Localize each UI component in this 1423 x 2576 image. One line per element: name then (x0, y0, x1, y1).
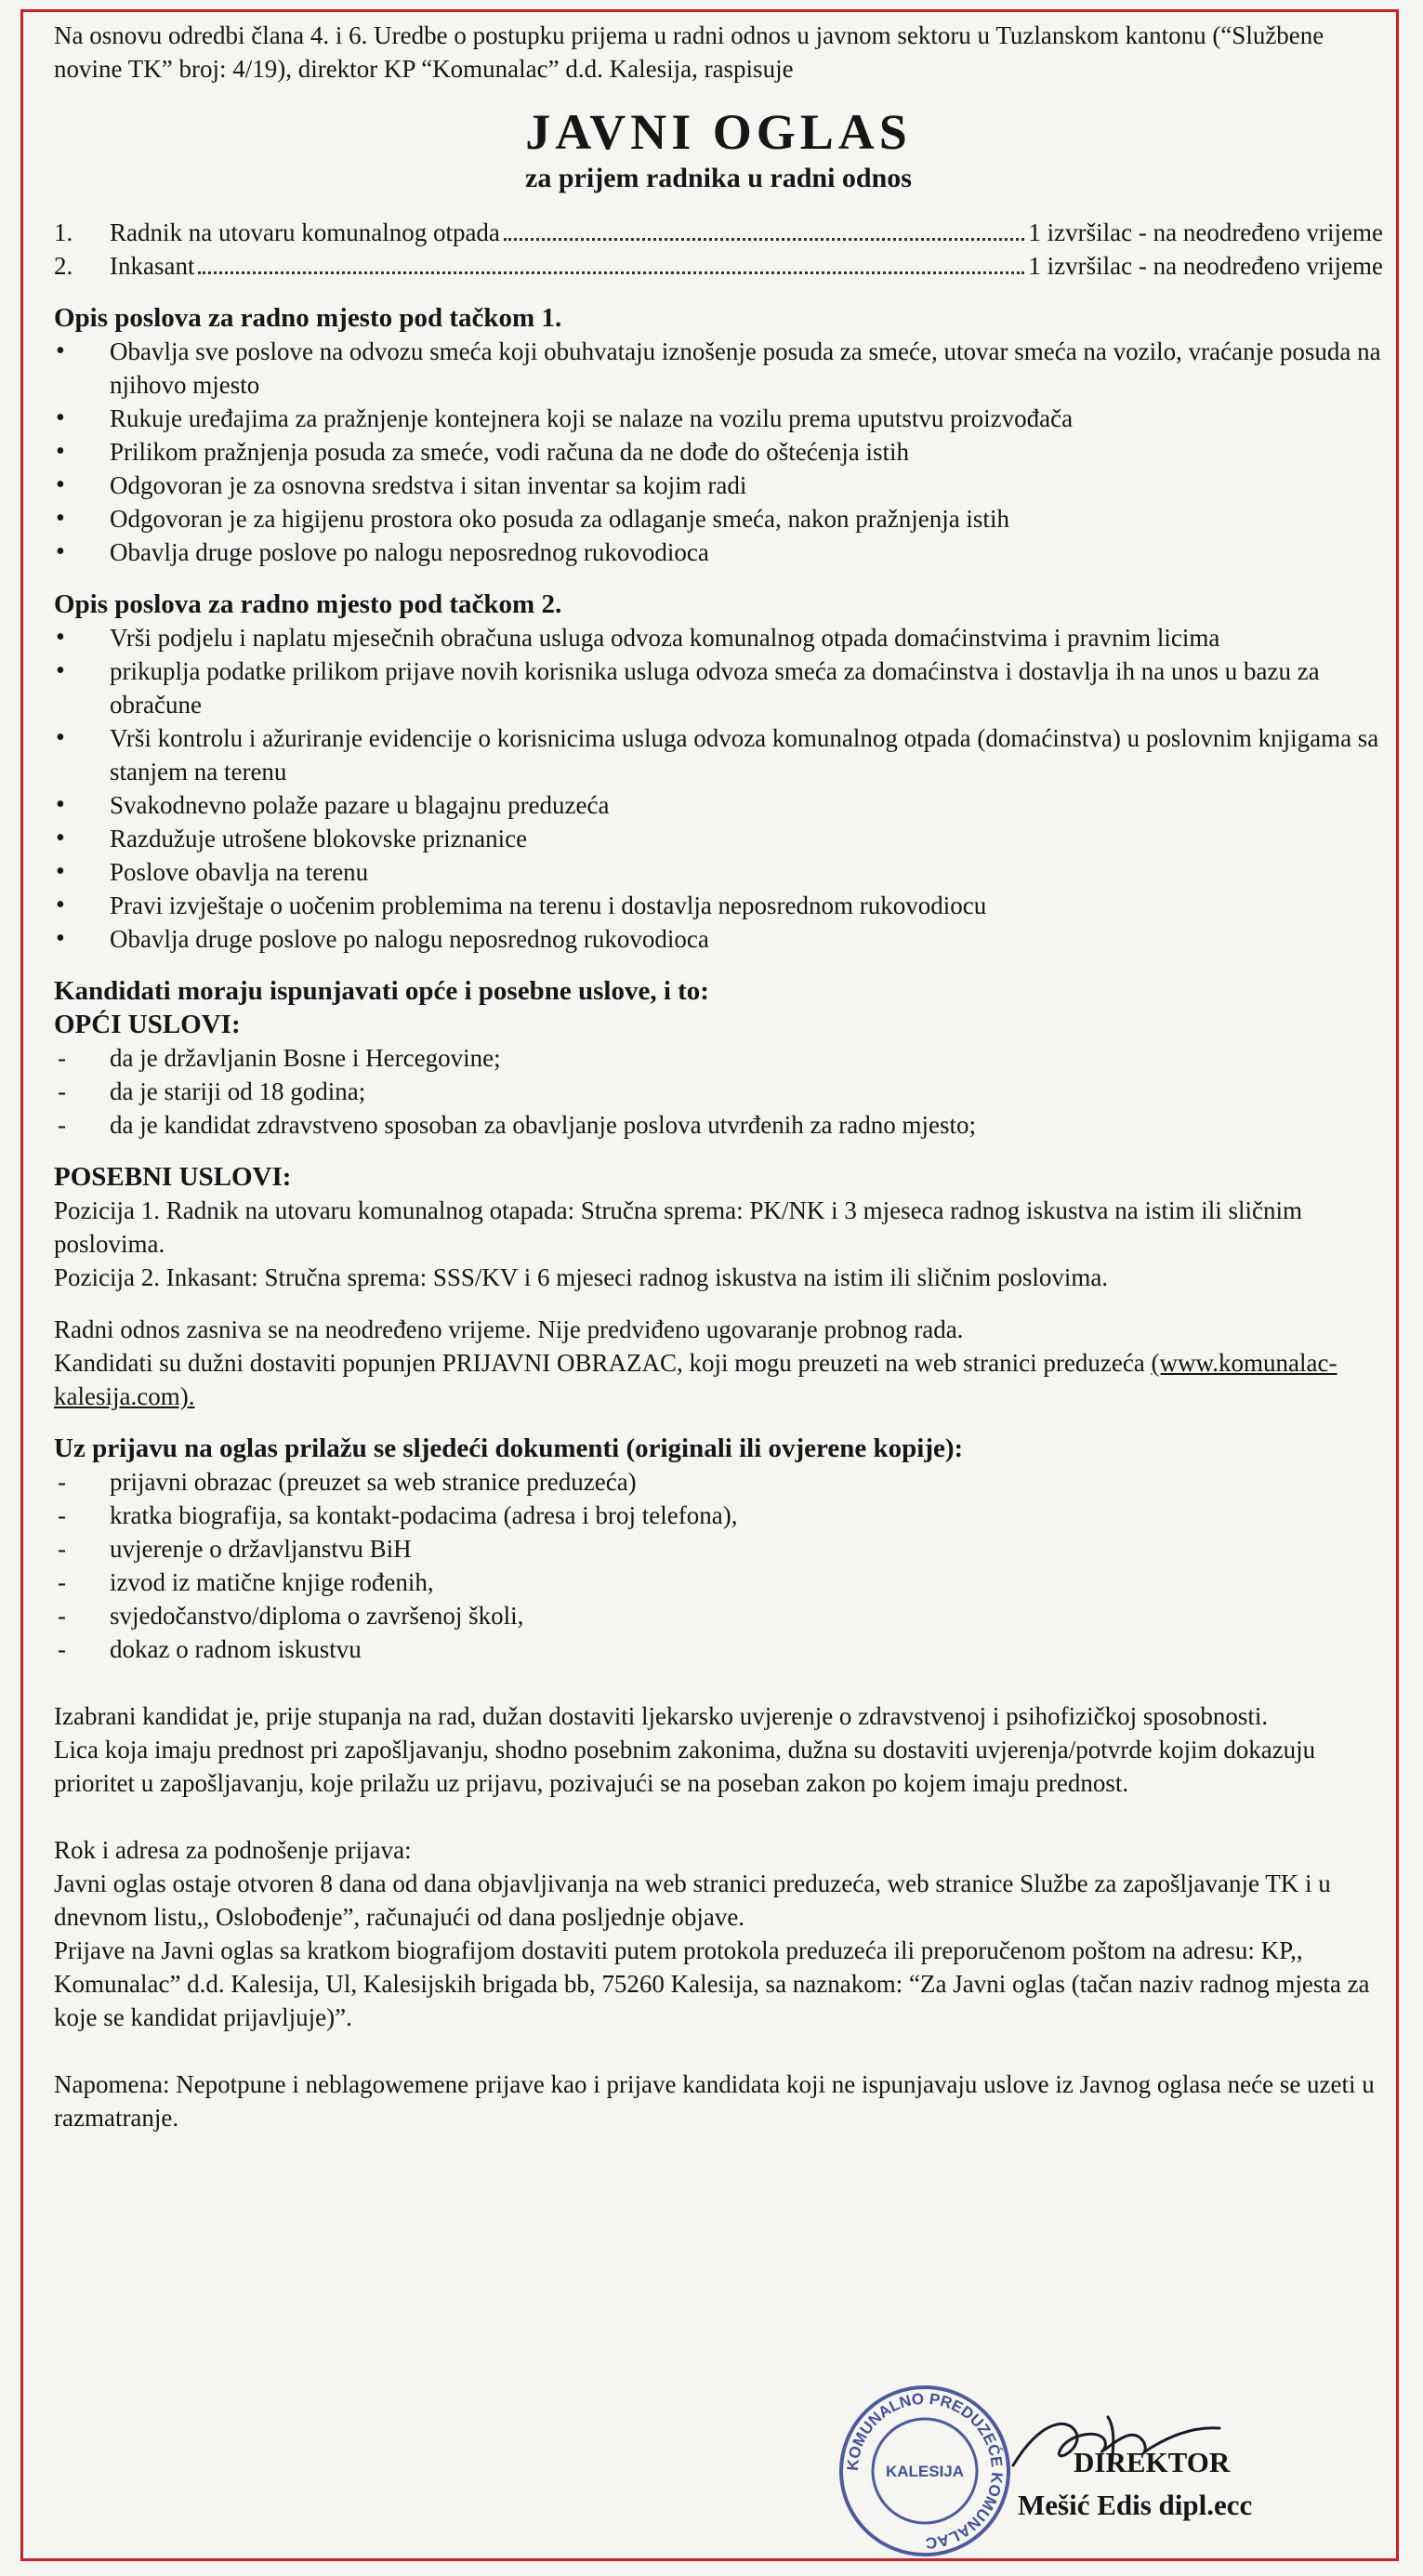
position-number: 2. (54, 252, 73, 280)
special-conditions-heading: POSEBNI USLOVI: (54, 1162, 292, 1192)
intro-paragraph: Na osnovu odredbi člana 4. i 6. Uredbe o postupku prijema u radni odnos u javnom sektoru u Tuzlanskom kantonu (“Službene novine TK” broj: 4/19), direktor KP “Komunalac” d.d. Kalesija, raspisuje (54, 21, 1324, 83)
dotted-leader (198, 271, 1024, 274)
special-condition: Pozicija 1. Radnik na utovaru komunalnog otapada: Stručna sprema: PK/NK i 3 mjeseca radnog iskustva na istim ili sličnim poslovima. (54, 1196, 1302, 1258)
position-name: Inkasant (110, 252, 195, 280)
deadline-paragraph: Javni oglas ostaje otvoren 8 dana od dana objavljivanja na web stranici preduzeća, web stranice Službe za zapošljavanje TK i u dnevnom listu,, Oslobođenje”, računajući od dana posljednje objave. (54, 1869, 1331, 1931)
note-paragraph: Napomena: Nepotpune i neblagowemene prijave kao i prijave kandidata koji ne ispunjavaju uslove iz Javnog oglasa neće se uzeti u razmatranje. (54, 2070, 1375, 2132)
general-conditions-list (54, 1041, 1383, 1142)
dotted-leader (504, 238, 1024, 241)
conditions-heading: Kandidati moraju ispunjavati opće i posebne uslove, i to: (54, 976, 709, 1006)
documents-list (54, 1465, 1383, 1666)
duty-item: • prikuplja podatke prilikom prijave novih korisnika usluga odvoza smeća za domaćinstva i dostavlja ih na unos u bazu za obračune (54, 654, 1383, 721)
duties-1-heading: Opis poslova za radno mjesto pod tačkom 1. (54, 303, 562, 333)
document-item: - izvod iz matične knjige rođenih, (54, 1565, 1383, 1599)
general-conditions-heading: OPĆI USLOVI: (54, 1010, 241, 1039)
position-number: 1. (54, 218, 73, 246)
condition-item: - da je kandidat zdravstveno sposoban za obavljanje poslova utvrđenih za radno mjesto; (54, 1108, 1383, 1142)
announcement-title: JAVNI OGLAS (525, 104, 912, 160)
duty-item: • Obavlja druge poslove po nalogu neposrednog rukovodioca (54, 535, 1383, 569)
duty-item: • Odgovoran je za higijenu prostora oko posuda za odlaganje smeća, nakon pražnjenja istih (54, 502, 1383, 535)
announcement-subtitle: za prijem radnika u radni odnos (525, 163, 912, 193)
duties-1-list (54, 335, 1383, 569)
condition-item: - da je stariji od 18 godina; (54, 1075, 1383, 1108)
company-stamp (837, 2383, 1013, 2559)
documents-heading: Uz prijavu na oglas prilažu se sljedeći dokumenti (originali ili ovjerene kopije): (54, 1433, 964, 1463)
position-row (54, 216, 1383, 249)
duty-item: • Obavlja sve poslove na odvozu smeća koji obuhvataju iznošenje posuda za smeće, utovar smeća na vozilo, vraćanje posuda na njihovo mjesto (54, 335, 1383, 402)
duty-item: • Obavlja druge poslove po nalogu neposrednog rukovodioca (54, 922, 1383, 956)
document-item: - svjedočanstvo/diploma o završenoj školi, (54, 1599, 1383, 1632)
duty-item: • Prilikom pražnjenja posuda za smeće, vodi računa da ne dođe do oštećenja istih (54, 435, 1383, 469)
duties-2-list (54, 621, 1383, 956)
position-row (54, 249, 1383, 283)
director-name: Mešić Edis dipl.ecc (1018, 2489, 1253, 2521)
duty-item: • Vrši podjelu i naplatu mjesečnih obračuna usluga odvoza komunalnog otpada domaćinstvima i pravnim licima (54, 621, 1383, 654)
position-detail: 1 izvršilac - na neodređeno vrijeme (1028, 252, 1383, 280)
announcement-body (54, 19, 1383, 2134)
position-name: Radnik na utovaru komunalnog otpada (110, 218, 500, 246)
svg-text:KALESIJA: KALESIJA (885, 2463, 965, 2480)
document-item: - kratka biografija, sa kontakt-podacima (adresa i broj telefona), (54, 1499, 1383, 1532)
document-item: - uvjerenje o državljanstvu BiH (54, 1532, 1383, 1565)
position-detail: 1 izvršilac - na neodređeno vrijeme (1028, 218, 1383, 246)
document-item: - dokaz o radnom iskustvu (54, 1632, 1383, 1666)
duty-item: • Rukuje uređajima za pražnjenje kontejnera koji se nalaze na vozilu prema uputstvu proizvođača (54, 402, 1383, 435)
document-item: - prijavni obrazac (preuzet sa web stranice preduzeća) (54, 1465, 1383, 1499)
duty-item: • Poslove obavlja na terenu (54, 855, 1383, 889)
duty-item: • Pravi izvještaje o uočenim problemima na terenu i dostavlja neposrednom rukovodiocu (54, 889, 1383, 922)
duties-2-heading: Opis poslova za radno mjesto pod tačkom 2. (54, 589, 562, 619)
condition-item: - da je državljanin Bosne i Hercegovine; (54, 1041, 1383, 1075)
special-condition: Pozicija 2. Inkasant: Stručna sprema: SSS/KV i 6 mjeseci radnog iskustva na istim ili sličnim poslovima. (54, 1263, 1109, 1291)
submission-paragraph: Prijave na Javni oglas sa kratkom biografijom dostaviti putem protokola preduzeća ili preporučenom poštom na adresu: KP,, Komunalac” d.d. Kalesija, Ul, Kalesijskih brigada bb, 75260 Kalesija, sa naznakom: “Za Javni oglas (tačan naziv radnog mjesta za koje se kandidat prijavljuje)”. (54, 1936, 1370, 2031)
duty-item: • Vrši kontrolu i ažuriranje evidencije o korisnicima usluga odvoza komunalnog otpada (domaćinstva) u poslovnim knjigama sa stanjem na terenu (54, 721, 1383, 788)
director-title: DIREKTOR (1074, 2446, 1231, 2478)
selected-candidate-paragraph: Izabrani kandidat je, prije stupanja na rad, dužan dostaviti ljekarsko uvjerenje o zdravstvenoj i psihofizičkoj sposobnosti. (54, 1702, 1269, 1730)
svg-text:KOMUNALNO PREDUZEĆE KOMUNALAC: KOMUNALNO PREDUZEĆE KOMUNALAC (843, 2389, 1007, 2553)
duty-item: • Odgovoran je za osnovna sredstva i sitan inventar sa kojim radi (54, 469, 1383, 502)
duty-item: • Razdužuje utrošene blokovske priznanice (54, 822, 1383, 855)
duty-item: • Svakodnevno polaže pazare u blagajnu preduzeća (54, 788, 1383, 822)
application-form-note (54, 1346, 1383, 1413)
employment-note: Radni odnos zasniva se na neodređeno vrijeme. Nije predviđeno ugovaranje probnog rada. (54, 1315, 964, 1343)
application-form-text: Kandidati su dužni dostaviti popunjen PRIJAVNI OBRAZAC, koji mogu preuzeti na web stranici preduzeća (54, 1349, 1145, 1377)
positions-list (54, 216, 1383, 283)
priority-paragraph: Lica koja imaju prednost pri zapošljavanju, shodno posebnim zakonima, dužna su dostaviti uvjerenja/potvrde kojim dokazuju prioritet u zapošljavanju, koje prilažu uz prijavu, pozivajući se na poseban zakon po kojem imaju prednost. (54, 1736, 1316, 1797)
website-link[interactable]: (www.komunalac-kalesija.com). (54, 1349, 1337, 1410)
deadline-heading: Rok i adresa za podnošenje prijava: (54, 1836, 412, 1864)
